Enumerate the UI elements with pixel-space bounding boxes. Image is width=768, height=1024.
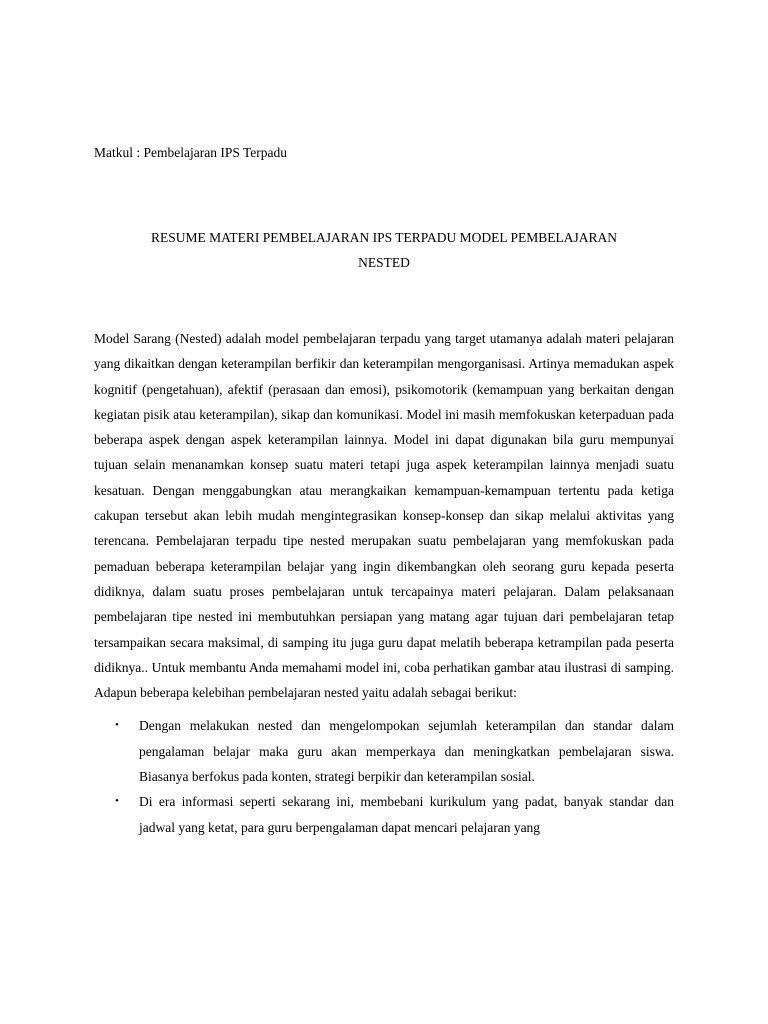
bullet-icon: • (115, 719, 119, 732)
advantages-list (94, 713, 674, 839)
title-line-2: NESTED (358, 255, 410, 270)
list-item-text: Dengan melakukan nested dan mengelompokan sejumlah keterampilan dan standar dalam pengalaman belajar maka guru akan memperkaya dan meningkatkan pembelajaran siswa. Biasanya berfokus pada konten, strategi berpikir dan keterampilan sosial. (139, 718, 674, 785)
body-paragraph: Model Sarang (Nested) adalah model pembelajaran terpadu yang target utamanya adalah materi pelajaran yang dikaitkan dengan keterampilan berfikir dan keterampilan mengorganisasi. Artinya memadukan aspek kognitif (pengetahuan), afektif (perasaan dan emosi), psikomotorik (kemampuan yang berkaitan dengan kegiatan pisik atau keterampilan), sikap dan komunikasi. Model ini masih memfokuskan keterpaduan pada beberapa aspek dengan aspek keterampilan lainnya. Model ini dapat digunakan bila guru mempunyai tujuan selain menanamkan konsep suatu materi tetapi juga aspek keterampilan lainnya menjadi suatu kesatuan. Dengan menggabungkan atau merangkaikan kemampuan-kemampuan tertentu pada ketiga cakupan tersebut akan lebih mudah mengintegrasikan konsep-konsep dan sikap melalui aktivitas yang terencana. Pembelajaran terpadu tipe nested merupakan suatu pembelajaran yang memfokuskan pada pemaduan beberapa keterampilan belajar yang ingin dikembangkan oleh seorang guru kepada peserta didiknya, dalam suatu proses pembelajaran untuk tercapainya materi pelajaran. Dalam pelaksanaan pembelajaran tipe nested ini membutuhkan persiapan yang matang agar tujuan dari pembelajaran tetap tersampaikan secara maksimal, di samping itu juga guru dapat melatih beberapa ketrampilan pada peserta didiknya.. Untuk membantu Anda memahami model ini, coba perhatikan gambar atau ilustrasi di samping. Adapun beberapa kelebihan pembelajaran nested yaitu adalah sebagai berikut: (94, 331, 674, 701)
document-page (94, 140, 674, 840)
list-item (94, 713, 674, 789)
list-item-text: Di era informasi seperti sekarang ini, membebani kurikulum yang padat, banyak standar dan jadwal yang ketat, para guru berpengalaman dapat mencari pelajaran yang (139, 794, 674, 835)
bullet-icon: • (115, 795, 119, 808)
document-title (94, 225, 674, 275)
course-label: Matkul : Pembelajaran IPS Terpadu (94, 145, 288, 160)
list-item (94, 789, 674, 840)
title-line-1: RESUME MATERI PEMBELAJARAN IPS TERPADU MODEL PEMBELAJARAN (150, 230, 618, 245)
